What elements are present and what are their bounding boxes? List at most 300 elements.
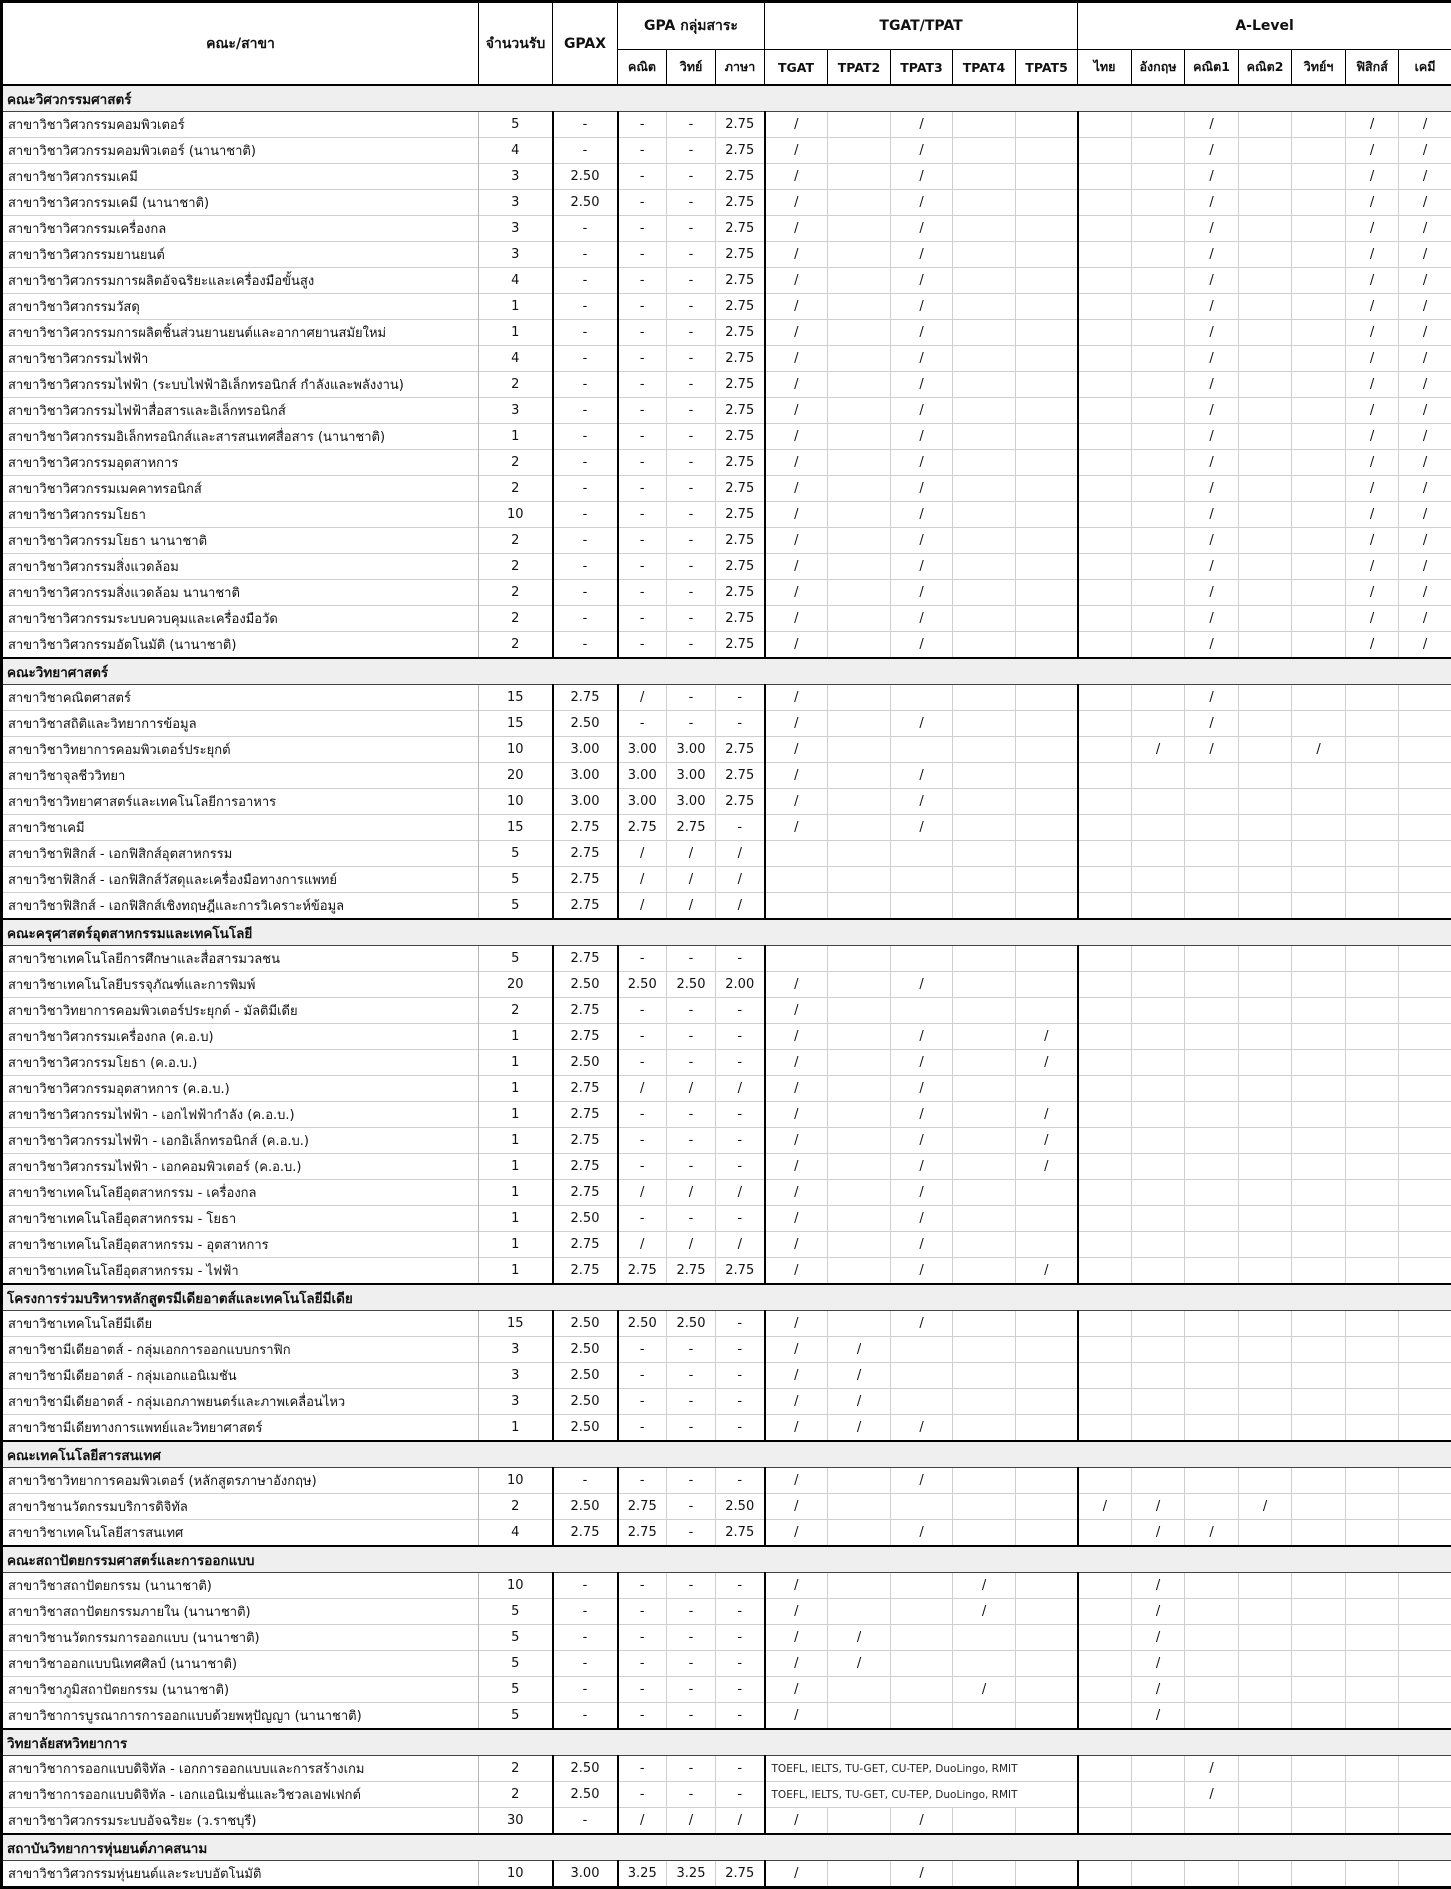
tpat2-cell (828, 737, 891, 763)
gpax-cell: 2.50 (553, 1206, 618, 1232)
tgat-cell: / (765, 1651, 828, 1677)
gpax-cell: 2.75 (553, 946, 618, 972)
quota-cell: 3 (479, 1337, 553, 1363)
alevel-math1-cell: / (1185, 112, 1239, 138)
alevel-chemistry-cell: / (1399, 502, 1451, 528)
program-row (2, 554, 1451, 580)
tpat3-cell: / (891, 216, 953, 242)
program-name-cell: สาขาวิชาวิศวกรรมการผลิตอัจฉริยะและเครื่องมือขั้นสูง (2, 268, 479, 294)
alevel-science-cell (1292, 580, 1346, 606)
alevel-thai-cell (1078, 946, 1132, 972)
gpa-math-cell: - (618, 216, 667, 242)
gpa-science-cell: - (667, 372, 716, 398)
col-header-alevel-math1: คณิต1 (1185, 50, 1239, 86)
tpat2-cell (828, 1180, 891, 1206)
alevel-physics-cell (1346, 1651, 1399, 1677)
quota-cell: 1 (479, 424, 553, 450)
gpa-math-cell: - (618, 476, 667, 502)
alevel-chemistry-cell (1399, 1050, 1451, 1076)
alevel-thai-cell (1078, 1154, 1132, 1180)
alevel-physics-cell: / (1346, 268, 1399, 294)
alevel-thai-cell (1078, 112, 1132, 138)
tpat2-cell (828, 1050, 891, 1076)
tpat4-cell (953, 1520, 1016, 1547)
alevel-thai-cell (1078, 320, 1132, 346)
gpa-science-cell: 3.25 (667, 1861, 716, 1888)
tpat2-cell (828, 1494, 891, 1520)
tpat5-cell (1016, 112, 1078, 138)
alevel-english-cell (1132, 1206, 1185, 1232)
section-row (2, 919, 1451, 946)
program-row (2, 789, 1451, 815)
alevel-physics-cell (1346, 1076, 1399, 1102)
alevel-english-cell (1132, 372, 1185, 398)
gpa-math-cell: - (618, 1102, 667, 1128)
gpa-math-cell: - (618, 502, 667, 528)
alevel-thai-cell (1078, 737, 1132, 763)
gpa-science-cell: - (667, 216, 716, 242)
tpat3-cell: / (891, 450, 953, 476)
quota-cell: 1 (479, 1128, 553, 1154)
alevel-math1-cell (1185, 1861, 1239, 1888)
alevel-thai-cell (1078, 1415, 1132, 1442)
alevel-science-cell (1292, 1494, 1346, 1520)
tpat3-cell (891, 1651, 953, 1677)
gpa-language-cell: 2.75 (716, 580, 765, 606)
gpax-cell: - (553, 216, 618, 242)
alevel-science-cell (1292, 1024, 1346, 1050)
alevel-physics-cell (1346, 1756, 1399, 1782)
alevel-thai-cell (1078, 1311, 1132, 1337)
program-row (2, 1180, 1451, 1206)
alevel-chemistry-cell (1399, 1808, 1451, 1835)
program-row (2, 216, 1451, 242)
alevel-thai-cell (1078, 1050, 1132, 1076)
tpat5-cell (1016, 1311, 1078, 1337)
alevel-science-cell (1292, 1154, 1346, 1180)
gpax-cell: 2.50 (553, 1494, 618, 1520)
alevel-math1-cell (1185, 1625, 1239, 1651)
alevel-chemistry-cell (1399, 685, 1451, 711)
alevel-thai-cell (1078, 1337, 1132, 1363)
program-name-cell: สาขาวิชาวิศวกรรมไฟฟ้า (2, 346, 479, 372)
gpa-math-cell: 2.75 (618, 1494, 667, 1520)
gpax-cell: - (553, 424, 618, 450)
quota-cell: 10 (479, 1573, 553, 1599)
gpax-cell: - (553, 1703, 618, 1730)
gpa-language-cell: - (716, 1651, 765, 1677)
tgat-cell: / (765, 372, 828, 398)
gpa-language-cell: 2.75 (716, 1520, 765, 1547)
alevel-chemistry-cell (1399, 1494, 1451, 1520)
tpat3-cell (891, 1677, 953, 1703)
alevel-science-cell (1292, 190, 1346, 216)
tgat-cell: / (765, 554, 828, 580)
tpat3-cell: / (891, 398, 953, 424)
tpat4-cell (953, 398, 1016, 424)
alevel-physics-cell: / (1346, 632, 1399, 659)
program-row (2, 763, 1451, 789)
program-row (2, 1258, 1451, 1285)
tpat3-cell: / (891, 190, 953, 216)
alevel-physics-cell: / (1346, 528, 1399, 554)
program-row (2, 685, 1451, 711)
program-name-cell: สาขาวิชามีเดียอาตส์ - กลุ่มเอกภาพยนตร์และภาพเคลื่อนไหว (2, 1389, 479, 1415)
alevel-science-cell (1292, 1625, 1346, 1651)
quota-cell: 5 (479, 1625, 553, 1651)
alevel-math2-cell (1239, 450, 1292, 476)
alevel-physics-cell: / (1346, 138, 1399, 164)
tpat5-cell: / (1016, 1102, 1078, 1128)
alevel-math2-cell (1239, 528, 1292, 554)
tpat4-cell (953, 1861, 1016, 1888)
alevel-english-cell (1132, 815, 1185, 841)
program-row (2, 1703, 1451, 1730)
gpax-cell: 2.75 (553, 867, 618, 893)
tpat4-cell: / (953, 1599, 1016, 1625)
alevel-english-cell (1132, 242, 1185, 268)
quota-cell: 1 (479, 1050, 553, 1076)
program-row (2, 164, 1451, 190)
alevel-math2-cell (1239, 841, 1292, 867)
alevel-thai-cell (1078, 789, 1132, 815)
tpat5-cell (1016, 190, 1078, 216)
alevel-english-cell (1132, 789, 1185, 815)
tpat2-cell (828, 476, 891, 502)
alevel-science-cell (1292, 1076, 1346, 1102)
tgat-cell: / (765, 476, 828, 502)
gpa-language-cell: - (716, 1415, 765, 1442)
alevel-physics-cell (1346, 1468, 1399, 1494)
program-row (2, 867, 1451, 893)
alevel-math2-cell (1239, 1756, 1292, 1782)
gpa-science-cell: - (667, 138, 716, 164)
gpa-science-cell: - (667, 1102, 716, 1128)
gpa-math-cell: - (618, 1599, 667, 1625)
alevel-science-cell (1292, 711, 1346, 737)
gpa-language-cell: - (716, 1782, 765, 1808)
gpa-science-cell: - (667, 346, 716, 372)
tpat3-cell: / (891, 1861, 953, 1888)
gpa-math-cell: - (618, 1677, 667, 1703)
alevel-science-cell (1292, 998, 1346, 1024)
tgat-cell: / (765, 1024, 828, 1050)
alevel-math2-cell (1239, 867, 1292, 893)
gpa-language-cell: 2.75 (716, 372, 765, 398)
tpat5-cell (1016, 1389, 1078, 1415)
alevel-chemistry-cell (1399, 1180, 1451, 1206)
alevel-english-cell: / (1132, 1677, 1185, 1703)
alevel-math1-cell (1185, 1468, 1239, 1494)
alevel-math1-cell: / (1185, 138, 1239, 164)
gpa-math-cell: / (618, 1232, 667, 1258)
section-title: สถาบันวิทยาการหุ่นยนต์ภาคสนาม (2, 1834, 1451, 1861)
program-name-cell: สาขาวิชาวิศวกรรมระบบควบคุมและเครื่องมือวัด (2, 606, 479, 632)
tpat3-cell (891, 1703, 953, 1730)
alevel-science-cell (1292, 1180, 1346, 1206)
alevel-chemistry-cell (1399, 972, 1451, 998)
program-row (2, 190, 1451, 216)
tpat2-cell (828, 424, 891, 450)
tpat5-cell (1016, 1703, 1078, 1730)
program-name-cell: สาขาวิชาวิศวกรรมคอมพิวเตอร์ (2, 112, 479, 138)
col-header-tpat5: TPAT5 (1016, 50, 1078, 86)
alevel-english-cell (1132, 1782, 1185, 1808)
tpat4-cell (953, 841, 1016, 867)
program-row (2, 1024, 1451, 1050)
alevel-math1-cell (1185, 1180, 1239, 1206)
tpat2-cell (828, 294, 891, 320)
alevel-math1-cell (1185, 1311, 1239, 1337)
gpa-language-cell: - (716, 1050, 765, 1076)
gpa-math-cell: - (618, 998, 667, 1024)
alevel-chemistry-cell: / (1399, 450, 1451, 476)
gpax-cell: 2.50 (553, 972, 618, 998)
gpa-science-cell: 3.00 (667, 789, 716, 815)
quota-cell: 4 (479, 1520, 553, 1547)
gpa-science-cell: - (667, 528, 716, 554)
col-header-tpat2: TPAT2 (828, 50, 891, 86)
gpa-science-cell: / (667, 1076, 716, 1102)
alevel-physics-cell (1346, 1625, 1399, 1651)
tpat4-cell (953, 1363, 1016, 1389)
tpat5-cell (1016, 164, 1078, 190)
tpat4-cell (953, 632, 1016, 659)
tpat3-cell: / (891, 164, 953, 190)
alevel-physics-cell (1346, 972, 1399, 998)
program-name-cell: สาขาวิชาภูมิสถาปัตยกรรม (นานาชาติ) (2, 1677, 479, 1703)
alevel-thai-cell (1078, 1363, 1132, 1389)
tpat2-cell (828, 1703, 891, 1730)
tpat4-cell (953, 867, 1016, 893)
gpa-math-cell: - (618, 1154, 667, 1180)
gpax-cell: - (553, 450, 618, 476)
tpat3-cell: / (891, 1415, 953, 1442)
tpat5-cell (1016, 1651, 1078, 1677)
program-name-cell: สาขาวิชาวิศวกรรมไฟฟ้า - เอกอิเล็กทรอนิกส์ (ค.อ.บ.) (2, 1128, 479, 1154)
tgat-cell: / (765, 1154, 828, 1180)
gpa-math-cell: / (618, 1808, 667, 1835)
tpat2-cell: / (828, 1415, 891, 1442)
alevel-chemistry-cell (1399, 1363, 1451, 1389)
tpat3-cell (891, 1573, 953, 1599)
tpat5-cell (1016, 1206, 1078, 1232)
gpa-language-cell: 2.75 (716, 164, 765, 190)
gpax-cell: 2.50 (553, 164, 618, 190)
gpa-math-cell: - (618, 294, 667, 320)
alevel-thai-cell (1078, 972, 1132, 998)
alevel-math2-cell (1239, 1468, 1292, 1494)
program-name-cell: สาขาวิชาวิศวกรรมไฟฟ้า - เอกคอมพิวเตอร์ (ค.อ.บ.) (2, 1154, 479, 1180)
tpat3-cell: / (891, 346, 953, 372)
alevel-math2-cell (1239, 1625, 1292, 1651)
alevel-math1-cell: / (1185, 737, 1239, 763)
tpat2-cell (828, 216, 891, 242)
quota-cell: 5 (479, 1677, 553, 1703)
program-name-cell: สาขาวิชาสถาปัตยกรรมภายใน (นานาชาติ) (2, 1599, 479, 1625)
alevel-thai-cell (1078, 893, 1132, 920)
tgat-cell: / (765, 1861, 828, 1888)
quota-cell: 1 (479, 320, 553, 346)
alevel-math2-cell (1239, 1782, 1292, 1808)
alevel-physics-cell (1346, 1258, 1399, 1285)
alevel-chemistry-cell: / (1399, 294, 1451, 320)
col-header-alevel-english: อังกฤษ (1132, 50, 1185, 86)
alevel-physics-cell (1346, 1703, 1399, 1730)
program-name-cell: สาขาวิชาวิศวกรรมสิ่งแวดล้อม (2, 554, 479, 580)
alevel-chemistry-cell: / (1399, 320, 1451, 346)
alevel-math2-cell (1239, 138, 1292, 164)
alevel-chemistry-cell: / (1399, 476, 1451, 502)
alevel-thai-cell (1078, 242, 1132, 268)
alevel-math2-cell (1239, 1311, 1292, 1337)
alevel-thai-cell (1078, 346, 1132, 372)
alevel-english-cell (1132, 450, 1185, 476)
tpat5-cell (1016, 580, 1078, 606)
gpa-math-cell: - (618, 1363, 667, 1389)
program-row (2, 1232, 1451, 1258)
tpat2-cell (828, 528, 891, 554)
tgat-cell: / (765, 346, 828, 372)
alevel-physics-cell: / (1346, 294, 1399, 320)
section-title: คณะเทคโนโลยีสารสนเทศ (2, 1441, 1451, 1468)
alevel-english-cell (1132, 841, 1185, 867)
alevel-english-cell: / (1132, 1703, 1185, 1730)
tpat4-cell (953, 476, 1016, 502)
quota-cell: 2 (479, 632, 553, 659)
alevel-thai-cell (1078, 685, 1132, 711)
alevel-science-cell (1292, 1102, 1346, 1128)
gpa-language-cell: 2.50 (716, 1494, 765, 1520)
gpa-math-cell: 3.00 (618, 763, 667, 789)
alevel-chemistry-cell (1399, 1861, 1451, 1888)
gpa-math-cell: 3.00 (618, 789, 667, 815)
quota-cell: 3 (479, 398, 553, 424)
gpa-science-cell: - (667, 580, 716, 606)
tpat3-cell: / (891, 424, 953, 450)
quota-cell: 5 (479, 946, 553, 972)
gpa-science-cell: - (667, 1756, 716, 1782)
alevel-thai-cell (1078, 841, 1132, 867)
tpat3-cell: / (891, 1024, 953, 1050)
alevel-physics-cell: / (1346, 606, 1399, 632)
alevel-english-cell (1132, 1756, 1185, 1782)
program-row (2, 841, 1451, 867)
tpat4-cell (953, 1102, 1016, 1128)
tpat3-cell (891, 998, 953, 1024)
tpat2-cell: / (828, 1625, 891, 1651)
tpat3-cell: / (891, 1128, 953, 1154)
gpa-math-cell: 2.75 (618, 1258, 667, 1285)
tpat2-cell (828, 138, 891, 164)
gpa-language-cell: / (716, 1232, 765, 1258)
alevel-thai-cell (1078, 711, 1132, 737)
gpa-science-cell: - (667, 1494, 716, 1520)
tpat3-cell: / (891, 1232, 953, 1258)
tpat5-cell (1016, 294, 1078, 320)
alevel-english-cell (1132, 1128, 1185, 1154)
tpat2-cell (828, 606, 891, 632)
program-name-cell: สาขาวิชาคณิตศาสตร์ (2, 685, 479, 711)
alevel-math2-cell (1239, 398, 1292, 424)
gpax-cell: - (553, 476, 618, 502)
program-name-cell: สาขาวิชาวิศวกรรมระบบอัจฉริยะ (ว.ราชบุรี) (2, 1808, 479, 1835)
gpa-language-cell: - (716, 946, 765, 972)
quota-cell: 3 (479, 1389, 553, 1415)
col-group-tgat-tpat: TGAT/TPAT (765, 2, 1078, 50)
alevel-science-cell (1292, 398, 1346, 424)
alevel-math1-cell (1185, 1808, 1239, 1835)
tpat4-cell (953, 1703, 1016, 1730)
gpax-cell: - (553, 294, 618, 320)
alevel-science-cell (1292, 476, 1346, 502)
gpa-science-cell: - (667, 1337, 716, 1363)
alevel-math1-cell (1185, 972, 1239, 998)
tgat-cell (765, 893, 828, 920)
alevel-math2-cell (1239, 606, 1292, 632)
alevel-science-cell (1292, 867, 1346, 893)
quota-cell: 5 (479, 1703, 553, 1730)
alevel-math2-cell (1239, 946, 1292, 972)
tpat4-cell (953, 112, 1016, 138)
alevel-english-cell: / (1132, 1599, 1185, 1625)
alevel-english-cell (1132, 685, 1185, 711)
tpat2-cell (828, 1520, 891, 1547)
program-name-cell: สาขาวิชาเทคโนโลยีอุตสาหกรรม - ไฟฟ้า (2, 1258, 479, 1285)
alevel-math2-cell (1239, 1024, 1292, 1050)
alevel-science-cell (1292, 893, 1346, 920)
tpat5-cell: / (1016, 1154, 1078, 1180)
alevel-math1-cell: / (1185, 424, 1239, 450)
quota-cell: 5 (479, 112, 553, 138)
alevel-math1-cell (1185, 867, 1239, 893)
alevel-math1-cell (1185, 1677, 1239, 1703)
tpat4-cell (953, 1232, 1016, 1258)
tpat2-cell (828, 242, 891, 268)
program-row (2, 1337, 1451, 1363)
tgat-cell: / (765, 320, 828, 346)
quota-cell: 3 (479, 164, 553, 190)
gpa-language-cell: - (716, 1677, 765, 1703)
gpa-science-cell: - (667, 554, 716, 580)
tpat2-cell (828, 268, 891, 294)
tpat5-cell (1016, 372, 1078, 398)
tpat4-cell (953, 946, 1016, 972)
tpat3-cell (891, 685, 953, 711)
alevel-chemistry-cell: / (1399, 242, 1451, 268)
tpat2-cell (828, 1861, 891, 1888)
gpa-language-cell: - (716, 1599, 765, 1625)
alevel-physics-cell (1346, 1102, 1399, 1128)
alevel-chemistry-cell (1399, 1232, 1451, 1258)
gpa-language-cell: 2.75 (716, 268, 765, 294)
alevel-science-cell (1292, 1258, 1346, 1285)
alevel-thai-cell (1078, 632, 1132, 659)
tgat-cell: / (765, 1625, 828, 1651)
alevel-english-cell (1132, 763, 1185, 789)
alevel-thai-cell (1078, 294, 1132, 320)
gpax-cell: 3.00 (553, 763, 618, 789)
alevel-math1-cell (1185, 1573, 1239, 1599)
section-title: โครงการร่วมบริหารหลักสูตรมีเดียอาตส์และเทคโนโลยีมีเดีย (2, 1284, 1451, 1311)
alevel-math2-cell (1239, 1599, 1292, 1625)
alevel-math1-cell: / (1185, 502, 1239, 528)
quota-cell: 2 (479, 1782, 553, 1808)
alevel-math1-cell: / (1185, 632, 1239, 659)
program-name-cell: สาขาวิชาวิศวกรรมอิเล็กทรอนิกส์และสารสนเทศสื่อสาร (นานาชาติ) (2, 424, 479, 450)
tpat2-cell (828, 632, 891, 659)
program-name-cell: สาขาวิชาฟิสิกส์ - เอกฟิสิกส์เชิงทฤษฎีและการวิเคราะห์ข้อมูล (2, 893, 479, 920)
